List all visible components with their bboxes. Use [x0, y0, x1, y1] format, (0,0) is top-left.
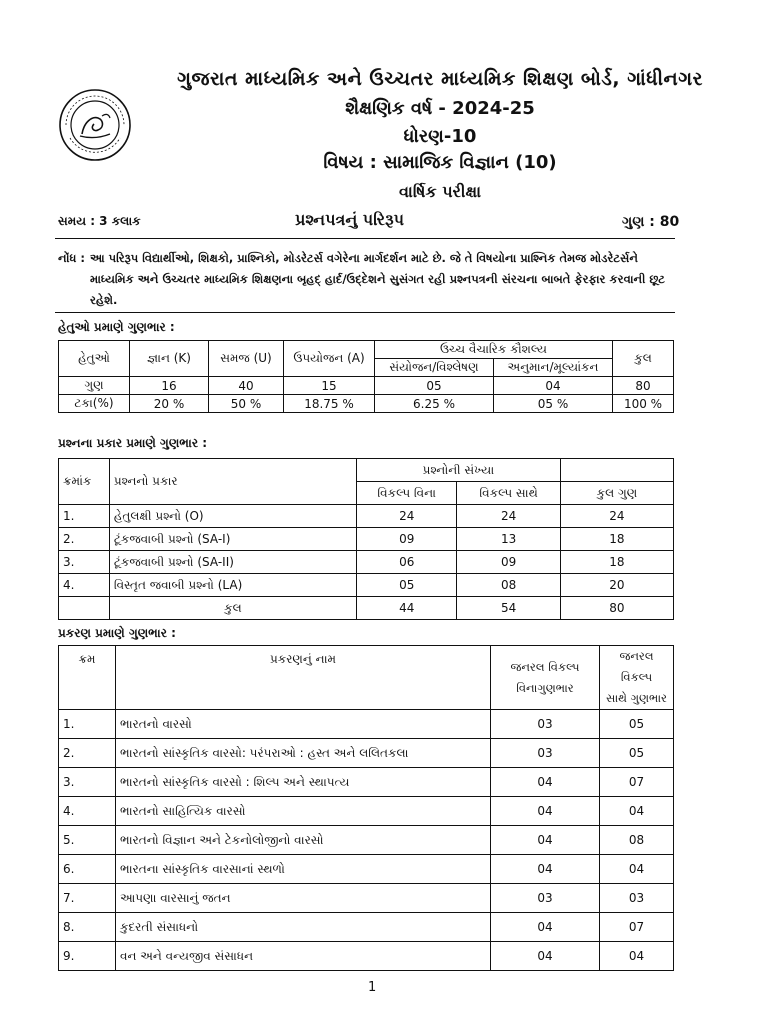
row-label: ગુણ — [59, 377, 130, 395]
board-seal-logo — [58, 88, 132, 162]
col-application: ઉપયોજન (A) — [284, 341, 375, 377]
col-without-line1: જનરલ વિકલ્પ — [510, 659, 580, 674]
cell-without: 04 — [491, 826, 600, 855]
cell-total: 18 — [560, 528, 673, 551]
cell-with: 03 — [600, 884, 674, 913]
question-types-table — [58, 458, 674, 620]
table-row — [59, 768, 674, 797]
note-label: નોંધ : — [58, 251, 85, 265]
col-without: વિકલ્પ વિના — [357, 482, 457, 505]
page-title: પ્રશ્નપત્રનું પરિરૂપ — [295, 210, 404, 229]
divider — [55, 238, 675, 239]
cell-total: 24 — [560, 505, 673, 528]
cell-with: 04 — [600, 855, 674, 884]
row-label: ટકા(%) — [59, 395, 130, 413]
col-with-line2: સાથે ગુણભાર — [606, 691, 667, 705]
cell-no: 2. — [59, 528, 110, 551]
cell-total: 18 — [560, 551, 673, 574]
cell-name: વન અને વન્યજીવ સંસાધન — [116, 942, 491, 971]
cell-k: 20 % — [130, 395, 209, 413]
cell-with: 04 — [600, 942, 674, 971]
cell-without: 03 — [491, 884, 600, 913]
cell-name: ભારતનો વારસો — [116, 710, 491, 739]
exam-time: સમય : 3 કલાક — [58, 214, 141, 228]
cell-no: 4. — [59, 574, 110, 597]
cell-u: 40 — [209, 377, 284, 395]
col-name: પ્રકરણનું નામ — [116, 646, 491, 710]
col-total: કુલ — [613, 341, 674, 377]
table-row — [59, 505, 674, 528]
empty-cell — [560, 459, 673, 482]
cell-k: 16 — [130, 377, 209, 395]
cell-without: 24 — [357, 505, 457, 528]
cell-without: 03 — [491, 710, 600, 739]
page-number: 1 — [368, 980, 377, 995]
cell-with: 09 — [457, 551, 560, 574]
total-row — [59, 597, 674, 620]
cell-without: 04 — [491, 768, 600, 797]
table-row — [59, 913, 674, 942]
divider — [55, 312, 675, 313]
cell-name: ભારતના સાંસ્કૃતિક વારસાનાં સ્થળો — [116, 855, 491, 884]
cell-with: 04 — [600, 797, 674, 826]
cell-name: ભારતનો સાહિત્યિક વારસો — [116, 797, 491, 826]
table-row — [59, 551, 674, 574]
objectives-table — [58, 340, 674, 413]
cell-without: 04 — [491, 797, 600, 826]
objectives-title: હેતુઓ પ્રમાણે ગુણભાર : — [58, 320, 175, 334]
cell-no: 1. — [59, 710, 116, 739]
cell-with: 05 — [600, 739, 674, 768]
cell-name: ભારતનો સાંસ્કૃતિક વારસો : શિલ્પ અને સ્થાપત્ય — [116, 768, 491, 797]
col-count: પ્રશ્નોની સંખ્યા — [357, 459, 561, 482]
cell-e: 05 % — [494, 395, 613, 413]
cell-a: 15 — [284, 377, 375, 395]
cell-no: 1. — [59, 505, 110, 528]
cell-without: 04 — [491, 913, 600, 942]
col-objective: હેતુઓ — [59, 341, 130, 377]
table-row — [59, 942, 674, 971]
cell-with: 24 — [457, 505, 560, 528]
cell-no: 5. — [59, 826, 116, 855]
table-row — [59, 528, 674, 551]
table-row — [59, 797, 674, 826]
col-with — [600, 646, 674, 710]
chapters-table — [58, 645, 674, 971]
cell-without: 09 — [357, 528, 457, 551]
cell-total: 80 — [613, 377, 674, 395]
col-knowledge: જ્ઞાન (K) — [130, 341, 209, 377]
cell-name: આપણા વારસાનું જતન — [116, 884, 491, 913]
cell-with: 07 — [600, 913, 674, 942]
cell-without: 06 — [357, 551, 457, 574]
table-row — [59, 855, 674, 884]
cell-no: 7. — [59, 884, 116, 913]
cell-s: 6.25 % — [375, 395, 494, 413]
cell-without: 03 — [491, 739, 600, 768]
cell-a: 18.75 % — [284, 395, 375, 413]
table-row — [59, 884, 674, 913]
col-type: પ્રશ્નનો પ્રકાર — [109, 459, 356, 505]
cell-s: 05 — [375, 377, 494, 395]
chapters-title: પ્રકરણ પ્રમાણે ગુણભાર : — [58, 626, 176, 640]
cell-no: 3. — [59, 768, 116, 797]
cell-with: 13 — [457, 528, 560, 551]
table-row — [59, 739, 674, 768]
cell-total: 20 — [560, 574, 673, 597]
cell-with: 54 — [457, 597, 560, 620]
cell-with: 08 — [457, 574, 560, 597]
cell-type: વિસ્તૃત જવાબી પ્રશ્નો (LA) — [109, 574, 356, 597]
table-row — [59, 395, 674, 413]
cell-with: 05 — [600, 710, 674, 739]
col-total: કુલ ગુણ — [560, 482, 673, 505]
note-text: આ પરિરૂપ વિદ્યાર્થીઓ, શિક્ષકો, પ્રાશ્નિકો, મોડરેટર્સ વગેરેના માર્ગદર્શન માટે છે. જે તે વિષયોના પ્રાશ્નિક તેમજ મોડરેટર્સને માધ્યમિક અને ઉચ્ચતર માધ્યમિક શિક્ષણના બૃહદ્ હાર્દ/ઉદ્દેશને સુસંગત રહી પ્રશ્નપત્રની સંરચના બાબતે ફેરફાર કરવાની છૂટ રહેશે. — [90, 251, 665, 307]
cell-u: 50 % — [209, 395, 284, 413]
cell-name: કુદરતી સંસાધનો — [116, 913, 491, 942]
table-row — [59, 377, 674, 395]
col-without-line2: વિનાગુણભાર — [516, 680, 574, 695]
col-no: ક્રમાંક — [59, 459, 110, 505]
cell-no: 9. — [59, 942, 116, 971]
cell-total-label: કુલ — [109, 597, 356, 620]
subject: વિષય : સામાજિક વિજ્ઞાન (10) — [323, 152, 557, 173]
academic-year: શૈક્ષણિક વર્ષ - 2024-25 — [345, 98, 535, 119]
question-types-title: પ્રશ્નના પ્રકાર પ્રમાણે ગુણભાર : — [58, 436, 207, 450]
cell-no: 4. — [59, 797, 116, 826]
cell-name: ભારતનો વિજ્ઞાન અને ટેકનોલોજીનો વારસો — [116, 826, 491, 855]
cell-with: 08 — [600, 826, 674, 855]
cell-no: 2. — [59, 739, 116, 768]
sub-evaluation: અનુમાન/મૂલ્યાંકન — [494, 359, 613, 377]
col-hots: ઉચ્ચ વૈચારિક કૌશલ્ય — [375, 341, 613, 359]
col-no: ક્રમ — [59, 646, 116, 710]
cell-no: 3. — [59, 551, 110, 574]
col-without — [491, 646, 600, 710]
cell-with: 07 — [600, 768, 674, 797]
cell-total: 100 % — [613, 395, 674, 413]
cell-no: 6. — [59, 855, 116, 884]
board-name: ગુજરાત માધ્યમિક અને ઉચ્ચતર માધ્યમિક શિક્ષણ બોર્ડ, ગાંધીનગર — [177, 68, 703, 90]
exam-name: વાર્ષિક પરીક્ષા — [398, 182, 482, 201]
cell-e: 04 — [494, 377, 613, 395]
standard: ધોરણ-10 — [403, 126, 477, 147]
cell-without: 04 — [491, 942, 600, 971]
cell-name: ભારતનો સાંસ્કૃતિક વારસો: પરંપરાઓ : હસ્ત અને લલિતકલા — [116, 739, 491, 768]
table-row — [59, 826, 674, 855]
cell-without: 04 — [491, 855, 600, 884]
table-row — [59, 710, 674, 739]
col-understanding: સમજ (U) — [209, 341, 284, 377]
cell-type: હેતુલક્ષી પ્રશ્નો (O) — [109, 505, 356, 528]
table-row — [59, 574, 674, 597]
cell-no: 8. — [59, 913, 116, 942]
cell-without: 44 — [357, 597, 457, 620]
cell-without: 05 — [357, 574, 457, 597]
col-with-line1: જનરલ વિકલ્પ — [619, 649, 654, 684]
cell-type: ટૂંકજવાબી પ્રશ્નો (SA-II) — [109, 551, 356, 574]
col-with: વિકલ્પ સાથે — [457, 482, 560, 505]
total-marks: ગુણ : 80 — [622, 214, 680, 230]
cell-total: 80 — [560, 597, 673, 620]
cell-type: ટૂંકજવાબી પ્રશ્નો (SA-I) — [109, 528, 356, 551]
sub-synthesis: સંયોજન/વિશ્લેષણ — [375, 359, 494, 377]
empty-cell — [59, 597, 110, 620]
note-block — [58, 248, 678, 311]
